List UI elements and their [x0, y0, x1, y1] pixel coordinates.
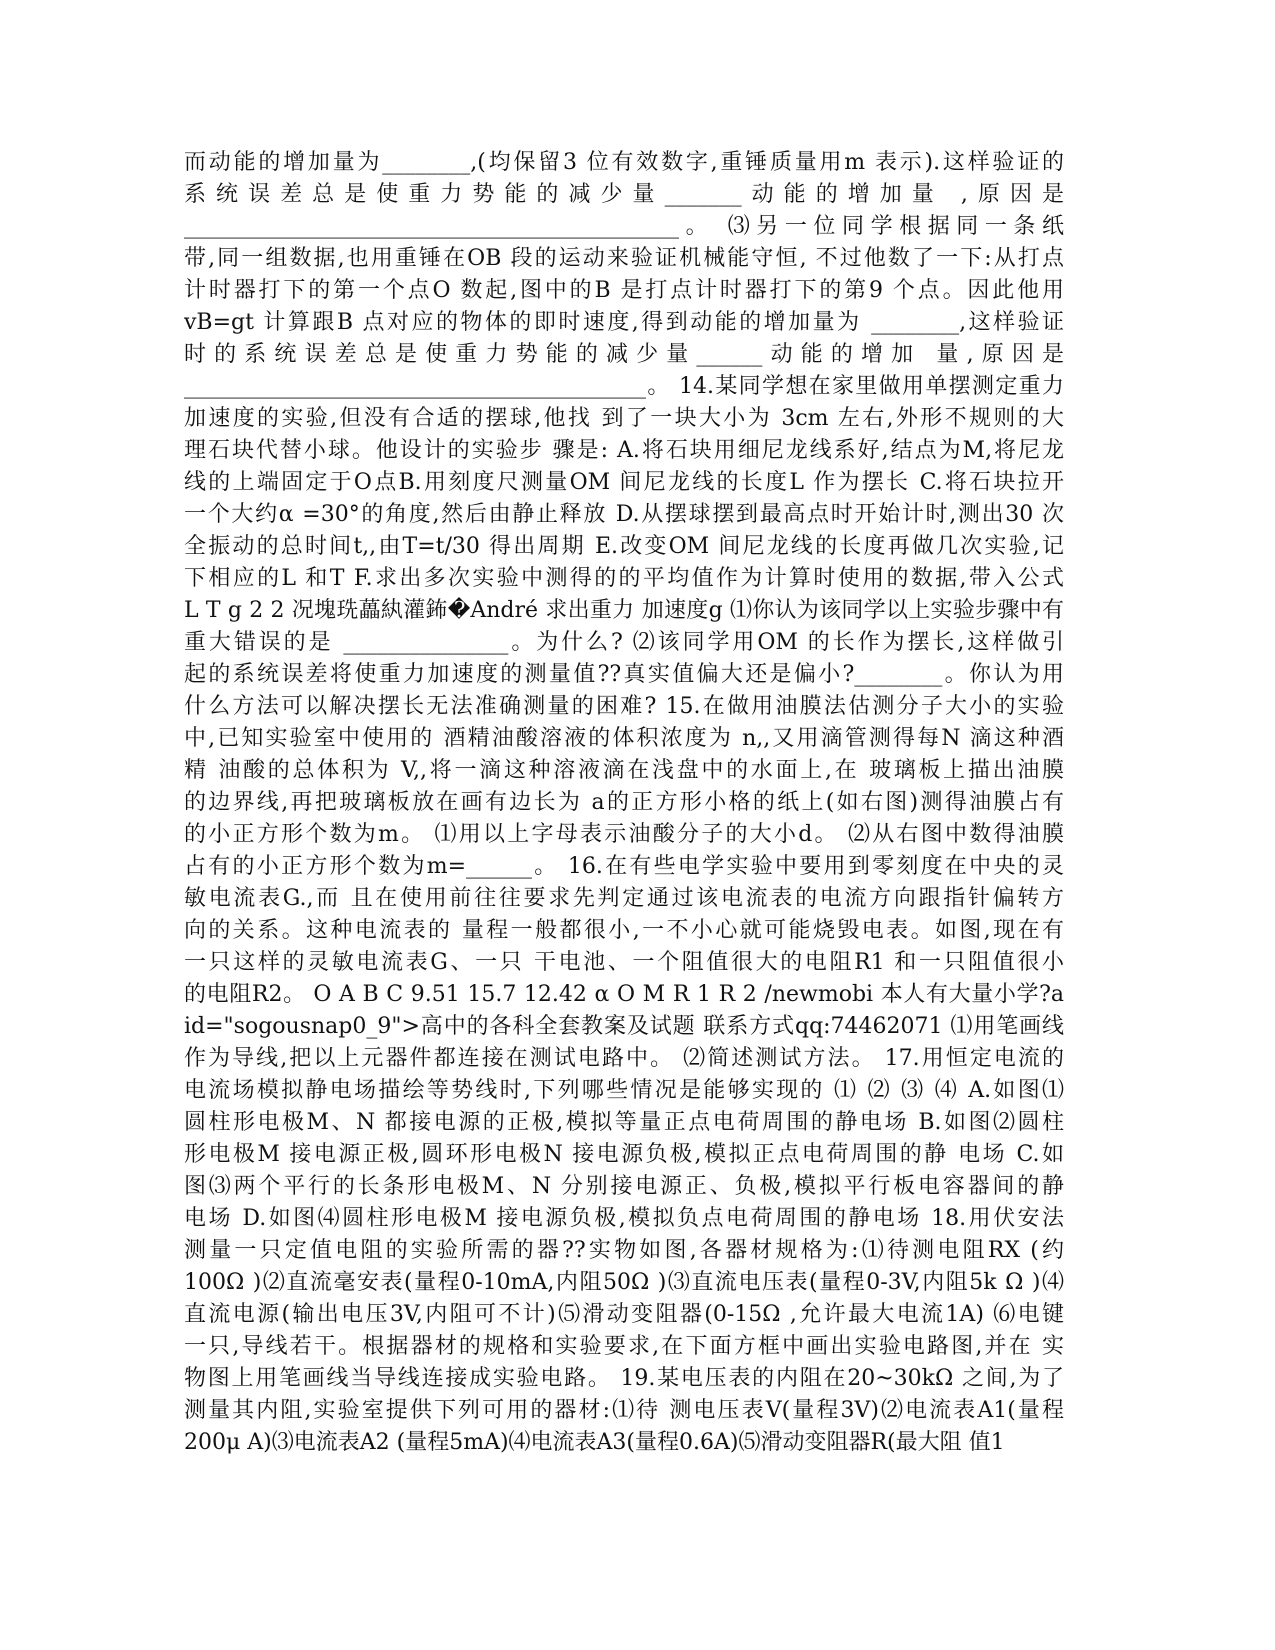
text-line: _____________________________________________。 ⑶另一位同学根据同一条纸: [184, 214, 1064, 239]
text-line: 一个大约α =30°的角度,然后由静止释放 D.从摆球摆到最高点时开始计时,测出30 次: [184, 502, 1064, 527]
text-line: 计时器打下的第一个点O 数起,图中的B 是打点计时器打下的第9 个点。因此他用: [184, 278, 1064, 303]
text-line: 图⑶两个平行的长条形电极M、N 分别接电源正、负极,模拟平行板电容器间的静: [184, 1174, 1064, 1199]
text-line: 下相应的L 和T F.求出多次实验中测得的的平均值作为计算时使用的数据,带入公式: [184, 566, 1064, 591]
text-line: 精 油酸的总体积为 V,,将一滴这种溶液滴在浅盘中的水面上,在 玻璃板上描出油膜: [184, 758, 1064, 783]
text-line: 圆柱形电极M、N 都接电源的正极,模拟等量正点电荷周围的静电场 B.如图⑵圆柱: [184, 1110, 1064, 1135]
text-line: 系统误差总是使重力势能的减少量_______动能的增加量 ,原因是: [184, 182, 1064, 207]
text-line: 测量其内阻,实验室提供下列可用的器材:⑴待 测电压表V(量程3V)⑵电流表A1(量程: [184, 1398, 1064, 1423]
text-line: 电场 D.如图⑷圆柱形电极M 接电源负极,模拟负点电荷周围的静电场 18.用伏安法: [184, 1206, 1064, 1231]
text-line: 什么方法可以解决摆长无法准确测量的困难? 15.在做用油膜法估测分子大小的实验: [184, 694, 1064, 719]
text-line: 带,同一组数据,也用重锤在OB 段的运动来验证机械能守恒, 不过他数了一下:从打点: [184, 246, 1064, 271]
document-body: [184, 147, 1064, 1459]
text-line: __________________________________________。 14.某同学想在家里做用单摆测定重力: [184, 374, 1064, 399]
text-line: 200μ A)⑶电流表A2 (量程5mA)⑷电流表A3(量程0.6A)⑸滑动变阻器R(最大阻 值1: [184, 1430, 1005, 1455]
text-line: 形电极M 接电源正极,圆环形电极N 接电源负极,模拟正点电荷周围的静 电场 C.如: [184, 1142, 1064, 1167]
text-line: L T g 2 2 况塊珗藟紈灌鈽�André 求出重力 加速度g ⑴你认为该同学以上实验步骤中有: [184, 598, 1064, 623]
text-line: vB=gt 计算跟B 点对应的物体的即时速度,得到动能的增加量为 ________,这样验证: [184, 310, 1064, 335]
text-line: 中,已知实验室中使用的 酒精油酸溶液的体积浓度为 n,,又用滴管测得每N 滴这种酒: [184, 726, 1064, 751]
text-line: 理石块代替小球。他设计的实验步 骤是: A.将石块用细尼龙线系好,结点为M,将尼龙: [184, 438, 1064, 463]
text-line: 敏电流表G.,而 且在使用前往往要求先判定通过该电流表的电流方向跟指针偏转方: [184, 886, 1064, 911]
text-line: 加速度的实验,但没有合适的摆球,他找 到了一块大小为 3cm 左右,外形不规则的大: [184, 406, 1064, 431]
text-line: 的边界线,再把玻璃板放在画有边长为 a的正方形小格的纸上(如右图)测得油膜占有: [184, 790, 1064, 815]
text-line: 占有的小正方形个数为m=______。 16.在有些电学实验中要用到零刻度在中央的灵: [184, 854, 1064, 879]
text-line: 一只这样的灵敏电流表G、一只 干电池、一个阻值很大的电阻R1 和一只阻值很小: [184, 950, 1064, 975]
text-line: 作为导线,把以上元器件都连接在测试电路中。 ⑵简述测试方法。 17.用恒定电流的: [184, 1046, 1064, 1071]
text-line: 线的上端固定于O点B.用刻度尺测量OM 间尼龙线的长度L 作为摆长 C.将石块拉开: [184, 470, 1064, 495]
text-line: 电流场模拟静电场描绘等势线时,下列哪些情况是能够实现的 ⑴ ⑵ ⑶ ⑷ A.如图⑴: [184, 1078, 1064, 1103]
text-line: 时的系统误差总是使重力势能的减少量______动能的增加 量,原因是: [184, 342, 1064, 367]
text-line: 100Ω )⑵直流毫安表(量程0-10mA,内阻50Ω )⑶直流电压表(量程0-3V,内阻5k Ω )⑷: [184, 1270, 1064, 1295]
text-line: 起的系统误差将使重力加速度的测量值??真实值偏大还是偏小?________。你认为用: [184, 662, 1064, 687]
text-line: 一只,导线若干。根据器材的规格和实验要求,在下面方框中画出实验电路图,并在 实: [184, 1334, 1064, 1359]
text-line: 物图上用笔画线当导线连接成实验电路。 19.某电压表的内阻在20~30kΩ 之间,为了: [184, 1366, 1064, 1391]
text-line: 的电阻R2。 O A B C 9.51 15.7 12.42 α O M R 1 R 2 /newmobi 本人有大量小学?a: [184, 982, 1064, 1007]
text-line: id="sogousnap0_9">高中的各科全套教案及试题 联系方式qq:74462071 ⑴用笔画线: [184, 1014, 1064, 1039]
text-line: 重大错误的是 _______________。为什么? ⑵该同学用OM 的长作为摆长,这样做引: [184, 630, 1064, 655]
text-line: 直流电源(输出电压3V,内阻可不计)⑸滑动变阻器(0-15Ω ,允许最大电流1A) ⑹电键: [184, 1302, 1064, 1327]
text-line: 而动能的增加量为________,(均保留3 位有效数字,重锤质量用m 表示).这样验证的: [184, 150, 1064, 175]
text-line: 全振动的总时间t,,由T=t/30 得出周期 E.改变OM 间尼龙线的长度再做几次实验,记: [184, 534, 1064, 559]
text-line: 向的关系。这种电流表的 量程一般都很小,一不小心就可能烧毁电表。如图,现在有: [184, 918, 1064, 943]
text-line: 的小正方形个数为m。 ⑴用以上字母表示油酸分子的大小d。 ⑵从右图中数得油膜: [184, 822, 1064, 847]
text-line: 测量一只定值电阻的实验所需的器??实物如图,各器材规格为:⑴待测电阻RX (约: [184, 1238, 1064, 1263]
